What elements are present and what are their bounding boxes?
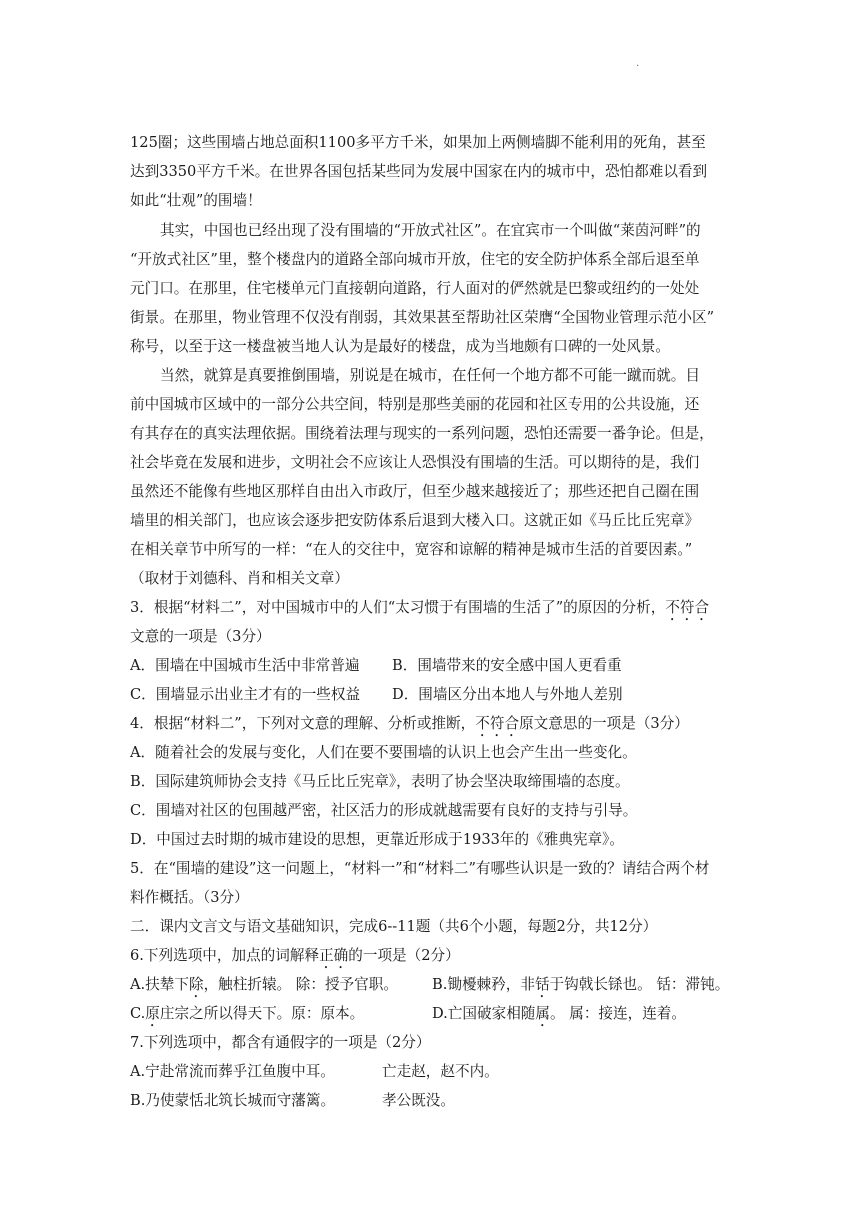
q6-stem-end: 的一项是（2分） [348,947,460,964]
q7-option-a-part-1: A.宁赴常流而葬乎江鱼腹中耳。 [130,1063,335,1080]
p3-line-1: 当然，就算是真要推倒围墙，别说是在城市，在任何一个地方都不可能一蹴而就。目 [160,367,700,384]
q4-emphasis: 不符合 [475,715,520,732]
q5-stem-line-2: 料作概括。（3分） [130,889,249,906]
p3-line-4: 社会毕竟在发展和进步，文明社会不应该让人恐惧没有围墙的生活。可以期待的是，我们 [130,454,700,471]
p3-line-5: 虽然还不能像有些地区那样自由出入市政厅，但至少越来越接近了；那些还把自己圈在围 [130,483,700,500]
q6-option-b-pre: B.锄櫌棘矜，非 [432,976,535,993]
q6-option-c-post: 庄宗之所以得天下。原：原本。 [159,1005,365,1022]
q7-option-a-part-2: 亡走赵，赵不内。 [382,1063,499,1080]
q3-stem-line-1 [130,598,709,624]
q6-option-b-word: 铦 [534,976,550,993]
p2-line-1: 其实，中国也已经出现了没有围墙的“开放式社区”。在宜宾市一个叫做“莱茵河畔”的 [160,222,701,239]
p2-line-4: 街景。在那里，物业管理不仅没有削弱，其效果甚至帮助社区荣膺“全国物业管理示范小区” [130,309,715,326]
q6-option-d-pre: D.亡国破家相随 [432,1005,536,1022]
q5-stem-line-1: 5．在“围墙的建设”这一问题上，“材料一”和“材料二”有哪些认识是一致的？请结合两个材 [130,860,710,877]
q3-option-c: C．围墙显示出业主才有的一些权益 [130,686,361,703]
q6-option-a-word: 除 [188,976,204,993]
q6-option-c-pre: C. [130,1005,146,1022]
q6-option-d [432,1004,686,1030]
q6-option-c [130,1004,364,1030]
q3-emphasis: 不符合 [665,599,710,616]
q6-option-d-word: 属 [535,1005,550,1022]
q4-stem [130,714,689,740]
p3-line-7: 在相关章节中所写的一样：“在人的交往中，宽容和谅解的精神是城市生活的首要因素。” [130,541,693,558]
q7-stem: 7.下列选项中，都含有通假字的一项是（2分） [130,1034,431,1051]
q6-option-d-post: 。 属：接连，连着。 [550,1005,686,1022]
q3-stem-text: 3．根据“材料二”，对中国城市中的人们“太习惯于有围墙的生活了”的原因的分析， [130,599,666,616]
q4-stem-end: 原文意思的一项是（3分） [519,715,689,732]
q3-option-d: D．围墙区分出本地人与外地人差别 [392,686,623,703]
q6-emphasis: 正确 [319,947,349,964]
q6-option-b-post: 于钩戟长铩也。 铦：滞钝。 [549,976,730,993]
q6-option-c-word: 原 [145,1005,160,1022]
q4-stem-text: 4．根据“材料二”，下列对文意的理解、分析或推断， [130,715,476,732]
p2-line-2: “开放式社区”里，整个楼盘内的道路全部向城市开放，住宅的安全防护体系全部后退至单 [130,251,700,268]
q6-stem [130,946,460,972]
q4-option-a: A．随着社会的发展与变化，人们在要不要围墙的认识上也会产生出一些变化。 [130,744,637,761]
q6-option-a [130,975,398,1001]
p3-line-3: 有其存在的真实法理依据。围绕着法理与现实的一系列问题，恐怕还需要一番争论。但是， [130,425,714,442]
section-2-heading: 二．课内文言文与语文基础知识，完成6--11题（共6个小题，每题2分，共12分） [130,918,658,935]
source-note: （取材于刘德科、肖和相关文章） [130,570,349,587]
p1-line-3: 如此“壮观”的围墙！ [130,192,262,209]
q6-option-b [432,975,729,1001]
q7-option-b-part-2: 孝公既没。 [382,1092,455,1109]
q3-option-b: B．围墙带来的安全感中国人更看重 [392,657,622,674]
q6-option-a-post: ，触柱折辕。 除：授予官职。 [203,976,398,993]
q6-stem-text: 6.下列选项中，加点的词解释 [130,947,320,964]
q3-option-a: A．围墙在中国城市生活中非常普遍 [130,657,360,674]
q4-option-b: B．国际建筑师协会支持《马丘比丘宪章》，表明了协会坚决取缔围墙的态度。 [130,773,630,790]
q6-option-a-pre: A.扶辇下 [130,976,189,993]
q4-option-d: D．中国过去时期的城市建设的思想，更靠近形成于1933年的《雅典宪章》。 [130,831,624,848]
p1-line-2: 达到3350平方千米。在世界各国包括某些同为发展中国家在内的城市中，恐怕都难以看到 [130,163,708,180]
p2-line-5: 称号，以至于这一楼盘被当地人认为是最好的楼盘，成为当地颇有口碑的一处风景。 [130,338,670,355]
q7-option-b-part-1: B.乃使蒙恬北筑长城而守藩篱。 [130,1092,336,1109]
p3-line-6: 墙里的相关部门，也应该会逐步把安防体系后退到大楼入口。这就正如《马丘比丘宪章》 [130,512,700,529]
p1-line-1: 125圈；这些围墙占地总面积1100多平方千米，如果加上两侧墙脚不能利用的死角，甚至 [130,134,706,151]
header-mark: . [636,58,640,69]
p2-line-3: 元门口。在那里，住宅楼单元门直接朝向道路，行人面对的俨然就是巴黎或纽约的一处处 [130,280,700,297]
p3-line-2: 前中国城市区域中的一部分公共空间，特别是那些美丽的花园和社区专用的公共设施，还 [130,396,700,413]
q4-option-c: C．围墙对社区的包围越严密，社区活力的形成就越需要有良好的支持与引导。 [130,802,638,819]
q3-stem-line-2: 文意的一项是（3分） [130,628,271,645]
